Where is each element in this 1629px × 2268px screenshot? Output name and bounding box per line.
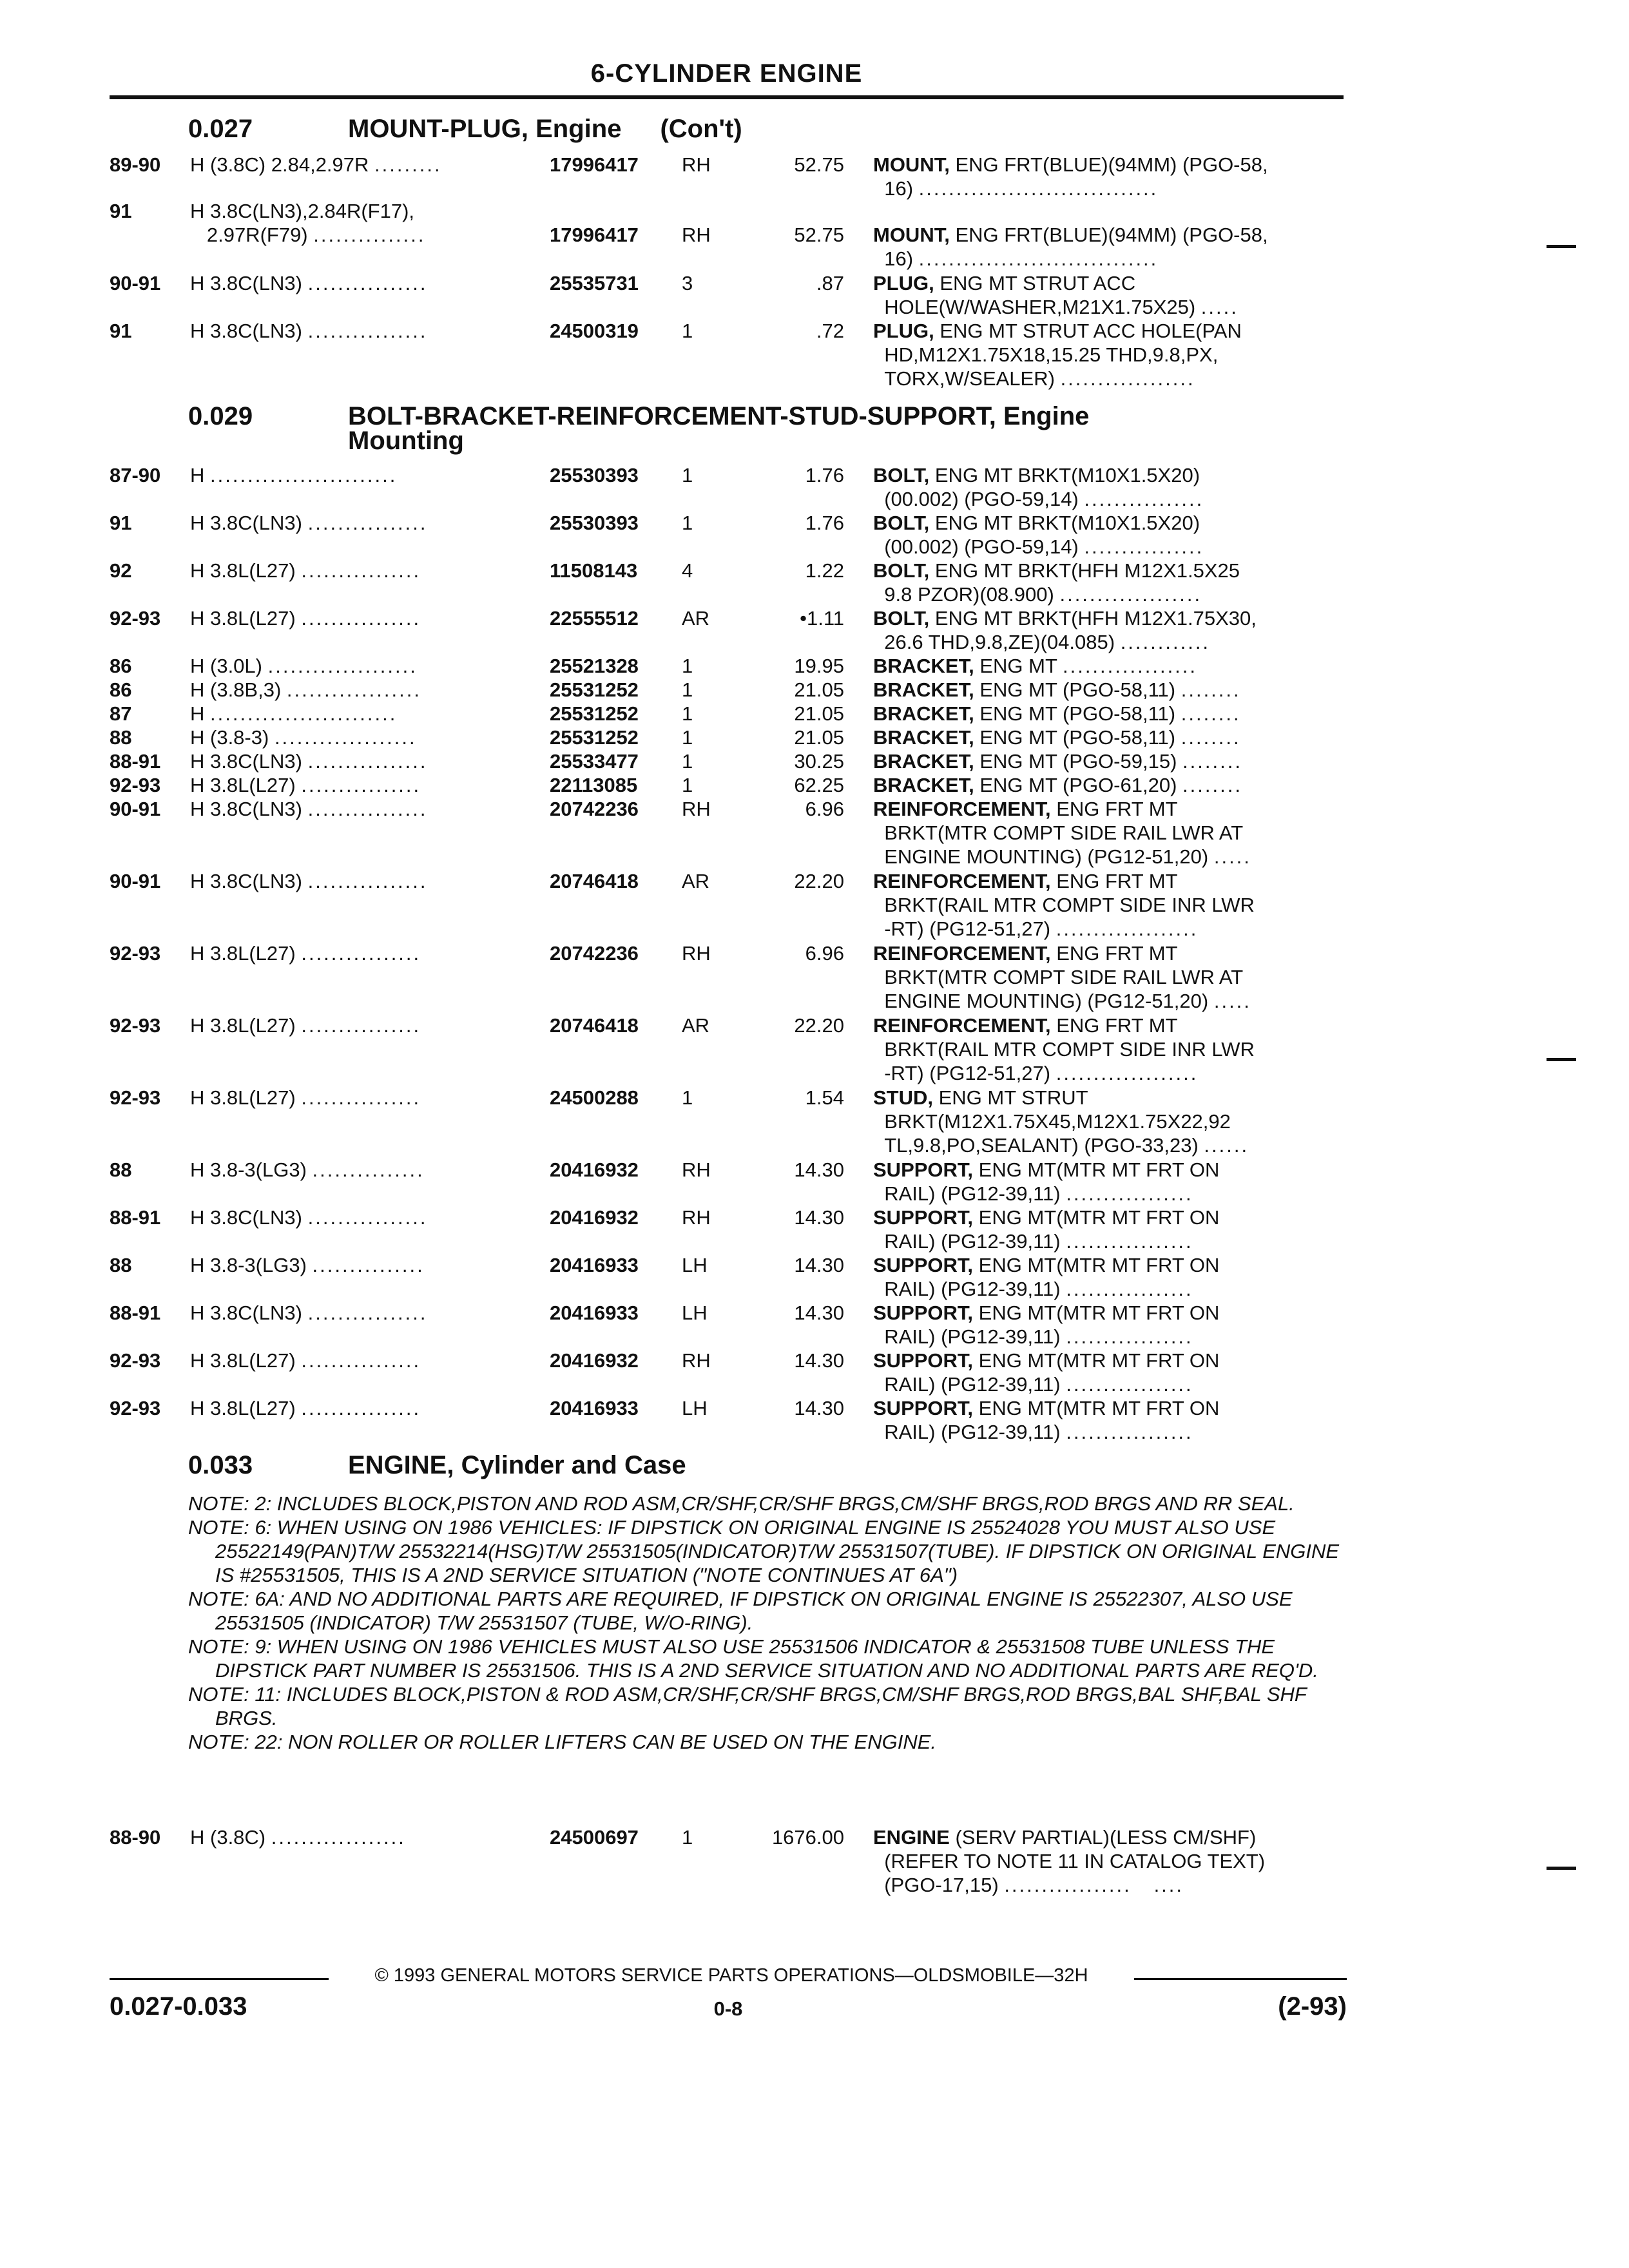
row-application: H 3.8L(L27) ................: [190, 942, 421, 965]
row-years: 90-91: [110, 870, 161, 892]
row-quantity: AR: [682, 870, 710, 892]
row-part-number: 25533477: [550, 750, 639, 773]
row-part-number: 20416932: [550, 1349, 639, 1372]
row-description: REINFORCEMENT, ENG FRT MT BRKT(RAIL MTR COMPT SIDE INR LWR -RT) (PG12-51,27) ...................: [873, 1014, 1255, 1084]
row-description: BRACKET, ENG MT (PGO-58,11) ........: [873, 726, 1241, 749]
row-part-number: 20746418: [550, 870, 639, 892]
row-quantity: 1: [682, 655, 693, 677]
row-part-number: 20742236: [550, 942, 639, 965]
page-header: 6-CYLINDER ENGINE: [590, 59, 863, 88]
row-part-number: 24500288: [550, 1086, 639, 1109]
row-description: BOLT, ENG MT BRKT(HFH M12X1.75X30, 26.6 THD,9.8,ZE)(04.085) ............: [873, 607, 1257, 653]
row-price: •1.11: [800, 607, 844, 629]
row-years: 92-93: [110, 1349, 161, 1372]
row-application: H 3.8C(LN3) ................: [190, 750, 428, 773]
row-price: 6.96: [805, 942, 844, 965]
footer-date: (2-93): [1278, 1992, 1347, 2021]
row-application: H (3.8C) 2.84,2.97R .........: [190, 153, 442, 176]
row-part-number: 20416933: [550, 1254, 639, 1276]
row-application: H 3.8L(L27) ................: [190, 1014, 421, 1037]
row-years: 87: [110, 702, 132, 725]
row-years: 90-91: [110, 272, 161, 294]
row-part-number: 20742236: [550, 798, 639, 820]
footer-range: 0.027-0.033: [110, 1992, 247, 2021]
row-description: REINFORCEMENT, ENG FRT MT BRKT(MTR COMPT SIDE RAIL LWR AT ENGINE MOUNTING) (PG12-51,20) .....: [873, 942, 1251, 1012]
row-quantity: RH: [682, 1158, 711, 1181]
section-title: BOLT-BRACKET-REINFORCEMENT-STUD-SUPPORT, Engine: [348, 402, 1090, 430]
row-price: 1676.00: [771, 1826, 844, 1849]
section-title-continued: Mounting: [348, 427, 464, 455]
row-description: PLUG, ENG MT STRUT ACC HOLE(W/WASHER,M21X1.75X25) .....: [873, 272, 1239, 318]
row-part-number: 24500697: [550, 1826, 639, 1849]
row-part-number: 25535731: [550, 272, 639, 294]
row-quantity: LH: [682, 1397, 708, 1419]
row-application: H 3.8C(LN3),2.84R(F17), 2.97R(F79) ...............: [190, 200, 426, 246]
row-price: 52.75: [794, 153, 844, 176]
section-number: 0.029: [188, 402, 253, 430]
row-quantity: 1: [682, 750, 693, 773]
row-description: MOUNT, ENG FRT(BLUE)(94MM) (PGO-58, 16) ................................: [873, 153, 1268, 200]
row-part-number: 24500319: [550, 320, 639, 342]
row-years: 91: [110, 320, 132, 342]
row-quantity: 1: [682, 320, 693, 342]
row-application: H 3.8-3(LG3) ...............: [190, 1254, 425, 1276]
row-description: BRACKET, ENG MT ..................: [873, 655, 1198, 677]
row-application: H 3.8C(LN3) ................: [190, 512, 428, 534]
row-price: 14.30: [794, 1349, 844, 1372]
row-years: 91: [110, 200, 132, 222]
section-number: 0.027: [188, 115, 253, 143]
row-price: 21.05: [794, 702, 844, 725]
row-part-number: 17996417: [550, 224, 639, 246]
row-application: H 3.8L(L27) ................: [190, 607, 421, 629]
row-description: REINFORCEMENT, ENG FRT MT BRKT(RAIL MTR COMPT SIDE INR LWR -RT) (PG12-51,27) ...................: [873, 870, 1255, 940]
margin-mark: [1547, 1058, 1576, 1061]
row-part-number: 20746418: [550, 1014, 639, 1037]
row-price: 21.05: [794, 726, 844, 749]
row-application: H (3.8B,3) ..................: [190, 678, 421, 701]
section-title: MOUNT-PLUG, Engine: [348, 115, 622, 143]
row-application: H 3.8C(LN3) ................: [190, 798, 428, 820]
row-description: BOLT, ENG MT BRKT(HFH M12X1.5X25 9.8 PZOR)(08.900) ...................: [873, 559, 1240, 606]
row-description: PLUG, ENG MT STRUT ACC HOLE(PAN HD,M12X1.75X18,15.25 THD,9.8,PX, TORX,W/SEALER) ..................: [873, 320, 1242, 390]
row-quantity: 3: [682, 272, 693, 294]
note-item: NOTE: 9: WHEN USING ON 1986 VEHICLES MUST ALSO USE 25531506 INDICATOR & 25531508 TUBE UNLESS THE DIPSTICK PART NUMBER IS 25531506. THIS IS A 2ND SERVICE SITUATION AND NO ADDITIONAL PARTS ARE REQ'D.: [188, 1635, 1318, 1682]
footer-rule-right: [1134, 1978, 1347, 1980]
row-quantity: 1: [682, 726, 693, 749]
row-application: H 3.8C(LN3) ................: [190, 272, 428, 294]
row-part-number: 22113085: [550, 774, 638, 796]
row-years: 88-90: [110, 1826, 161, 1849]
row-years: 88-91: [110, 1302, 161, 1324]
row-years: 92: [110, 559, 132, 582]
row-price: 14.30: [794, 1302, 844, 1324]
row-quantity: RH: [682, 798, 711, 820]
row-price: 22.20: [794, 1014, 844, 1037]
row-years: 86: [110, 678, 132, 701]
note-item: NOTE: 6A: AND NO ADDITIONAL PARTS ARE REQUIRED, IF DIPSTICK ON ORIGINAL ENGINE IS 25522307, ALSO USE 25531505 (INDICATOR) T/W 25531507 (TUBE, W/O-RING).: [188, 1588, 1293, 1634]
row-description: SUPPORT, ENG MT(MTR MT FRT ON RAIL) (PG12-39,11) .................: [873, 1254, 1220, 1300]
row-price: 52.75: [794, 224, 844, 246]
row-quantity: 1: [682, 774, 693, 796]
section-continued: (Con't): [660, 115, 742, 143]
row-part-number: 17996417: [550, 153, 639, 176]
row-application: H 3.8C(LN3) ................: [190, 870, 428, 892]
row-part-number: 25531252: [550, 678, 639, 701]
row-quantity: LH: [682, 1302, 708, 1324]
row-years: 88: [110, 1254, 132, 1276]
row-part-number: 25530393: [550, 464, 639, 486]
row-description: BRACKET, ENG MT (PGO-58,11) ........: [873, 702, 1241, 725]
header-rule: [110, 95, 1344, 99]
row-application: H 3.8L(L27) ................: [190, 774, 421, 796]
section-title: ENGINE, Cylinder and Case: [348, 1451, 686, 1479]
row-years: 92-93: [110, 1086, 161, 1109]
row-price: 1.54: [805, 1086, 844, 1109]
row-price: 14.30: [794, 1254, 844, 1276]
row-part-number: 11508143: [550, 559, 638, 582]
row-part-number: 25530393: [550, 512, 639, 534]
note-item: NOTE: 2: INCLUDES BLOCK,PISTON AND ROD ASM,CR/SHF,CR/SHF BRGS,CM/SHF BRGS,ROD BRGS AND RR SEAL.: [188, 1492, 1295, 1515]
row-years: 88: [110, 1158, 132, 1181]
row-part-number: 25521328: [550, 655, 639, 677]
row-price: 1.76: [805, 512, 844, 534]
row-description: STUD, ENG MT STRUT BRKT(M12X1.75X45,M12X1.75X22,92 TL,9.8,PO,SEALANT) (PGO-33,23) ......: [873, 1086, 1249, 1157]
note-item: NOTE: 22: NON ROLLER OR ROLLER LIFTERS CAN BE USED ON THE ENGINE.: [188, 1731, 937, 1753]
row-quantity: 1: [682, 1086, 693, 1109]
row-description: BRACKET, ENG MT (PGO-61,20) ........: [873, 774, 1242, 796]
row-description: SUPPORT, ENG MT(MTR MT FRT ON RAIL) (PG12-39,11) .................: [873, 1158, 1220, 1205]
row-description: SUPPORT, ENG MT(MTR MT FRT ON RAIL) (PG12-39,11) .................: [873, 1302, 1220, 1348]
row-part-number: 20416933: [550, 1302, 639, 1324]
note-item: NOTE: 6: WHEN USING ON 1986 VEHICLES: IF DIPSTICK ON ORIGINAL ENGINE IS 25524028 YOU MUST ALSO USE 25522149(PAN)T/W 25532214(HSG)T/W 25531505(INDICATOR)T/W 25531507(TUBE). IF DIPSTICK ON ORIGINAL ENGINE IS #25531505, THIS IS A 2ND SERVICE SITUATION ("NOTE CONTINUES AT 6A"): [188, 1516, 1340, 1586]
row-quantity: RH: [682, 1206, 711, 1229]
row-description: REINFORCEMENT, ENG FRT MT BRKT(MTR COMPT SIDE RAIL LWR AT ENGINE MOUNTING) (PG12-51,20) .....: [873, 798, 1251, 868]
row-price: 6.96: [805, 798, 844, 820]
row-application: H 3.8C(LN3) ................: [190, 320, 428, 342]
row-description: SUPPORT, ENG MT(MTR MT FRT ON RAIL) (PG12-39,11) .................: [873, 1397, 1220, 1443]
row-price: .87: [816, 272, 844, 294]
footer-page-number: 0-8: [713, 1997, 743, 2020]
margin-mark: [1547, 245, 1576, 248]
row-price: 19.95: [794, 655, 844, 677]
row-years: 92-93: [110, 774, 161, 796]
row-application: H 3.8L(L27) ................: [190, 1349, 421, 1372]
row-years: 92-93: [110, 1014, 161, 1037]
section-heading-0029: [188, 402, 1089, 431]
row-description: ENGINE (SERV PARTIAL)(LESS CM/SHF) (REFER TO NOTE 11 IN CATALOG TEXT) (PGO-17,15) ................. ....: [873, 1826, 1266, 1896]
row-description: MOUNT, ENG FRT(BLUE)(94MM) (PGO-58, 16) ................................: [873, 224, 1268, 270]
row-application: H (3.8-3) ...................: [190, 726, 417, 749]
section-number: 0.033: [188, 1451, 253, 1479]
row-application: H 3.8L(L27) ................: [190, 1086, 421, 1109]
row-quantity: 1: [682, 512, 693, 534]
row-part-number: 22555512: [550, 607, 639, 629]
footer-copyright: © 1993 GENERAL MOTORS SERVICE PARTS OPERATIONS—OLDSMOBILE—32H: [374, 1965, 1088, 1986]
row-quantity: 1: [682, 702, 693, 725]
row-application: H 3.8L(L27) ................: [190, 559, 421, 582]
section-heading-0033: [188, 1451, 686, 1480]
row-application: H 3.8L(L27) ................: [190, 1397, 421, 1419]
row-application: H 3.8-3(LG3) ...............: [190, 1158, 425, 1181]
row-quantity: AR: [682, 607, 710, 629]
row-years: 88: [110, 726, 132, 749]
row-application: H (3.0L) ....................: [190, 655, 418, 677]
row-years: 92-93: [110, 942, 161, 965]
margin-mark: [1547, 1867, 1576, 1870]
row-years: 90-91: [110, 798, 161, 820]
section-heading-0027: [188, 115, 742, 144]
row-price: 30.25: [794, 750, 844, 773]
row-price: 62.25: [794, 774, 844, 796]
row-application: H 3.8C(LN3) ................: [190, 1206, 428, 1229]
row-price: 14.30: [794, 1158, 844, 1181]
row-price: 14.30: [794, 1397, 844, 1419]
note-item: NOTE: 11: INCLUDES BLOCK,PISTON & ROD ASM,CR/SHF,CR/SHF BRGS,CM/SHF BRGS,ROD BRGS,BAL SHF,BAL SHF BRGS.: [188, 1683, 1307, 1729]
row-years: 92-93: [110, 607, 161, 629]
row-description: SUPPORT, ENG MT(MTR MT FRT ON RAIL) (PG12-39,11) .................: [873, 1349, 1220, 1396]
row-price: 14.30: [794, 1206, 844, 1229]
row-years: 86: [110, 655, 132, 677]
row-years: 88-91: [110, 1206, 161, 1229]
row-years: 89-90: [110, 153, 161, 176]
row-description: BRACKET, ENG MT (PGO-59,15) ........: [873, 750, 1242, 773]
row-quantity: AR: [682, 1014, 710, 1037]
row-price: 1.76: [805, 464, 844, 486]
row-price: 22.20: [794, 870, 844, 892]
row-years: 91: [110, 512, 132, 534]
row-description: BOLT, ENG MT BRKT(M10X1.5X20) (00.002) (PGO-59,14) ................: [873, 512, 1204, 558]
row-part-number: 25531252: [550, 702, 639, 725]
row-part-number: 20416933: [550, 1397, 639, 1419]
row-price: 21.05: [794, 678, 844, 701]
row-application: H .........................: [190, 702, 398, 725]
row-description: BOLT, ENG MT BRKT(M10X1.5X20) (00.002) (PGO-59,14) ................: [873, 464, 1204, 510]
row-quantity: 1: [682, 464, 693, 486]
catalog-notes: [188, 1492, 1348, 1754]
row-description: SUPPORT, ENG MT(MTR MT FRT ON RAIL) (PG12-39,11) .................: [873, 1206, 1220, 1253]
row-quantity: RH: [682, 1349, 711, 1372]
row-quantity: 4: [682, 559, 693, 582]
row-part-number: 20416932: [550, 1158, 639, 1181]
row-price: .72: [816, 320, 844, 342]
row-years: 92-93: [110, 1397, 161, 1419]
row-quantity: RH: [682, 942, 711, 965]
row-years: 88-91: [110, 750, 161, 773]
row-application: H (3.8C) ..................: [190, 1826, 406, 1849]
row-part-number: 25531252: [550, 726, 639, 749]
row-quantity: 1: [682, 678, 693, 701]
row-application: H .........................: [190, 464, 398, 486]
row-quantity: LH: [682, 1254, 708, 1276]
row-quantity: RH: [682, 153, 711, 176]
footer-rule-left: [110, 1978, 329, 1980]
row-years: 87-90: [110, 464, 161, 486]
row-price: 1.22: [805, 559, 844, 582]
row-quantity: RH: [682, 224, 711, 246]
row-part-number: 20416932: [550, 1206, 639, 1229]
row-application: H 3.8C(LN3) ................: [190, 1302, 428, 1324]
row-quantity: 1: [682, 1826, 693, 1849]
row-description: BRACKET, ENG MT (PGO-58,11) ........: [873, 678, 1241, 701]
